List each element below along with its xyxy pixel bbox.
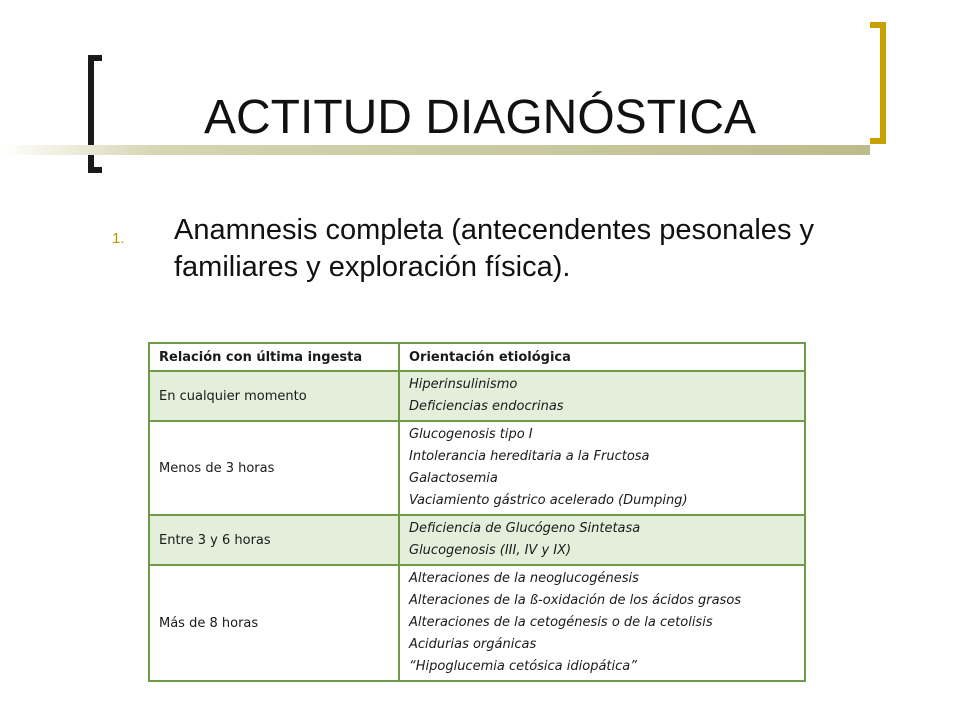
cause-item: Vaciamiento gástrico acelerado (Dumping) <box>409 493 688 508</box>
cause-item: Acidurias orgánicas <box>409 637 537 652</box>
list-item-number: 1. <box>112 230 125 247</box>
cause-item: Deficiencias endocrinas <box>409 399 564 414</box>
cause-item: Alteraciones de la neoglucogénesis <box>409 571 639 586</box>
cause-item: Galactosemia <box>409 471 498 486</box>
causes-cell <box>399 565 805 681</box>
header-orientation: Orientación etiológica <box>399 343 805 371</box>
header-relation: Relación con última ingesta <box>149 343 399 371</box>
relation-cell: En cualquier momento <box>149 371 399 421</box>
cause-item: Intolerancia hereditaria a la Fructosa <box>409 449 650 464</box>
list-item-text: Anamnesis completa (antecendentes pesonales y familiares y exploración física). <box>174 214 814 283</box>
cause-item: Deficiencia de Glucógeno Sintetasa <box>409 521 641 536</box>
relation-cell: Más de 8 horas <box>149 565 399 681</box>
cause-item: Hiperinsulinismo <box>409 377 518 392</box>
table-header-row <box>149 343 805 371</box>
table-row <box>149 565 805 681</box>
cause-item: Glucogenosis (III, IV y IX) <box>409 543 572 558</box>
relation-cell: Entre 3 y 6 horas <box>149 515 399 565</box>
cause-item: Alteraciones de la cetogénesis o de la cetolisis <box>409 615 713 630</box>
table-row <box>149 421 805 515</box>
title-underline-decoration <box>0 145 870 155</box>
cause-item: Alteraciones de la ß-oxidación de los ácidos grasos <box>409 593 742 608</box>
cause-item: Glucogenosis tipo I <box>409 427 533 442</box>
cause-item: “Hipoglucemia cetósica idiopática” <box>409 659 637 674</box>
table-row <box>149 515 805 565</box>
relation-cell: Menos de 3 horas <box>149 421 399 515</box>
table-row <box>149 371 805 421</box>
slide-title: ACTITUD DIAGNÓSTICA <box>203 91 757 144</box>
causes-cell <box>399 421 805 515</box>
causes-cell <box>399 371 805 421</box>
causes-cell <box>399 515 805 565</box>
etiology-table <box>148 342 806 682</box>
